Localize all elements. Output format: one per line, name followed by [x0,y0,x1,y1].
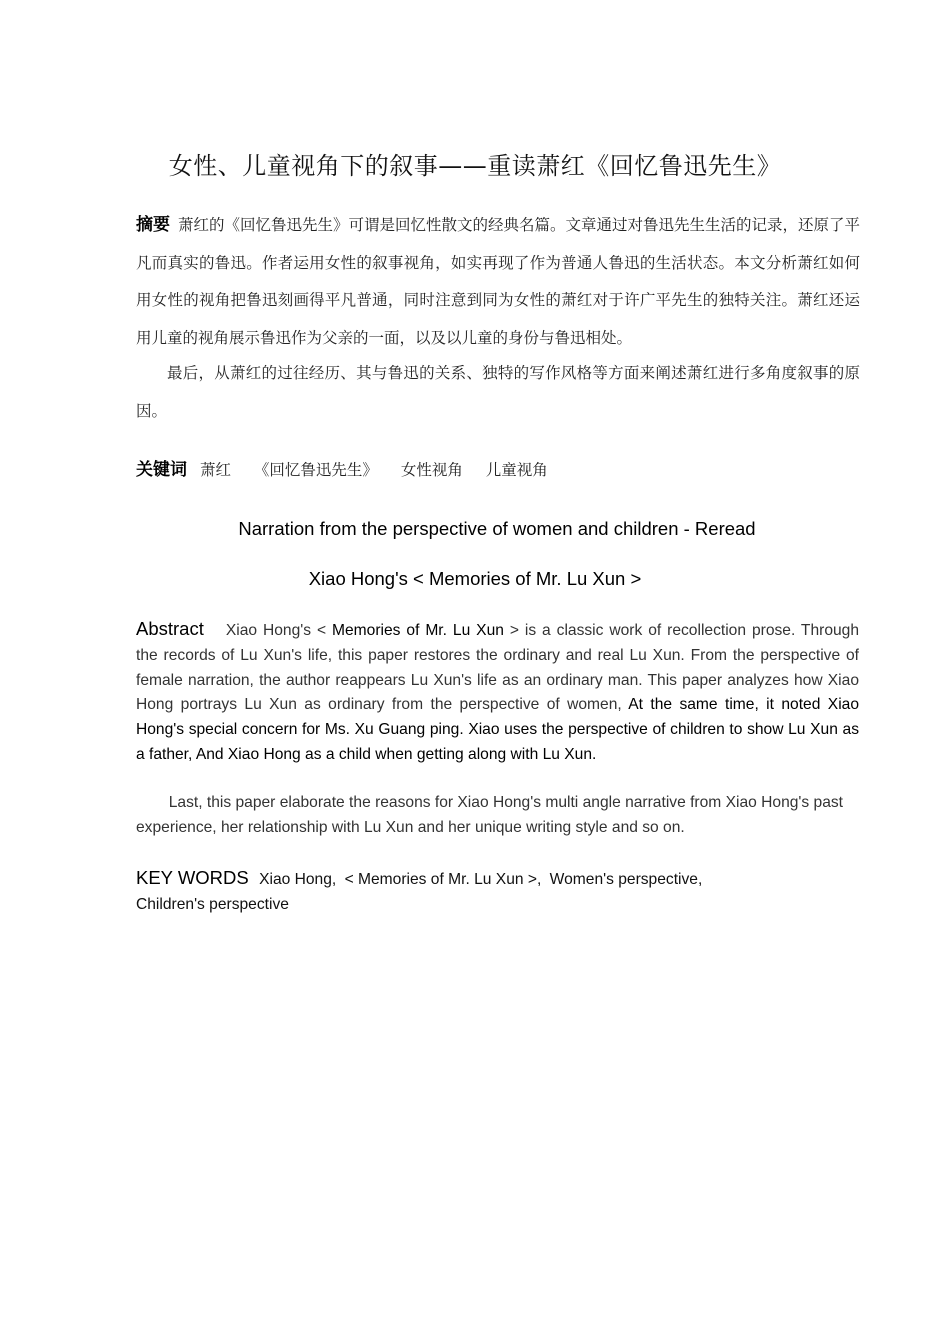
english-abstract-text-1: Xiao Hong's < [225,622,333,639]
chinese-keyword: 儿童视角 [485,461,548,479]
chinese-abstract-last-paragraph: 最后，从萧红的过往经历、其与鲁迅的关系、独特的写作风格等方面来阐述萧红进行多角度叙事的原因。 [136,364,860,420]
chinese-keyword: 萧红 [199,461,231,479]
chinese-keyword: 《回忆鲁迅先生》 [253,461,378,479]
chinese-title: 女性、儿童视角下的叙事——重读萧红《回忆鲁迅先生》 [168,152,782,180]
chinese-abstract [136,207,860,357]
english-keyword: Children's perspective [136,895,289,913]
chinese-keywords [136,452,860,489]
english-title-line-1: Narration from the perspective of women and children - Reread [238,518,756,539]
english-keyword: < Memories of Mr. Lu Xun >, [344,871,542,888]
english-keywords [136,866,859,918]
english-abstract-label: Abstract [136,618,204,639]
chinese-abstract-text: 萧红的《回忆鲁迅先生》可谓是回忆性散文的经典名篇。文章通过对鲁迅先生生活的记录，还原了平凡而真实的鲁迅。作者运用女性的叙事视角，如实再现了作为普通人鲁迅的生活状态。本文分析萧红如何用女性的视角把鲁迅刻画得平凡普通，同时注意到同为女性的萧红对于许广平先生的独特关注。萧红还运用儿童的视角展示鲁迅作为父亲的一面，以及以儿童的身份与鲁迅相处。 [136,216,861,347]
english-abstract-last-paragraph: Last, this paper elaborate the reasons for Xiao Hong's multi angle narrative from Xiao Hong's past experience, her relationship with Lu Xun and her unique writing style and so on. [136,794,844,836]
chinese-abstract-label: 摘要 [136,215,170,235]
english-abstract-text-3: At the same time, it noted Xiao Hong's special concern for Ms. Xu Guang ping. Xiao uses the perspective of children to show Lu Xun as a father, And Xiao Hong as a child when getting along with Lu Xun. [136,696,860,763]
english-title-line-2: Xiao Hong's < Memories of Mr. Lu Xun > [308,568,642,589]
chinese-keywords-label: 关键词 [136,460,187,480]
chinese-keyword: 女性视角 [400,461,463,479]
english-keywords-label: KEY WORDS [136,867,249,888]
english-abstract-work-title: Memories of Mr. Lu Xun [332,622,504,639]
english-keyword: Women's perspective, [549,871,703,888]
english-abstract [136,617,859,768]
english-keyword: Xiao Hong, [259,871,337,888]
english-abstract-text-2: > is a classic work of recollection prose. Through the records of Lu Xun's life, this paper restores the ordinary and real Lu Xun. From the perspective of female narration, the author reappears Lu Xun's life as an ordinary man. This paper analyzes how Xiao Hong portrays Lu Xun as ordinary from the perspective of women, [136,622,860,714]
